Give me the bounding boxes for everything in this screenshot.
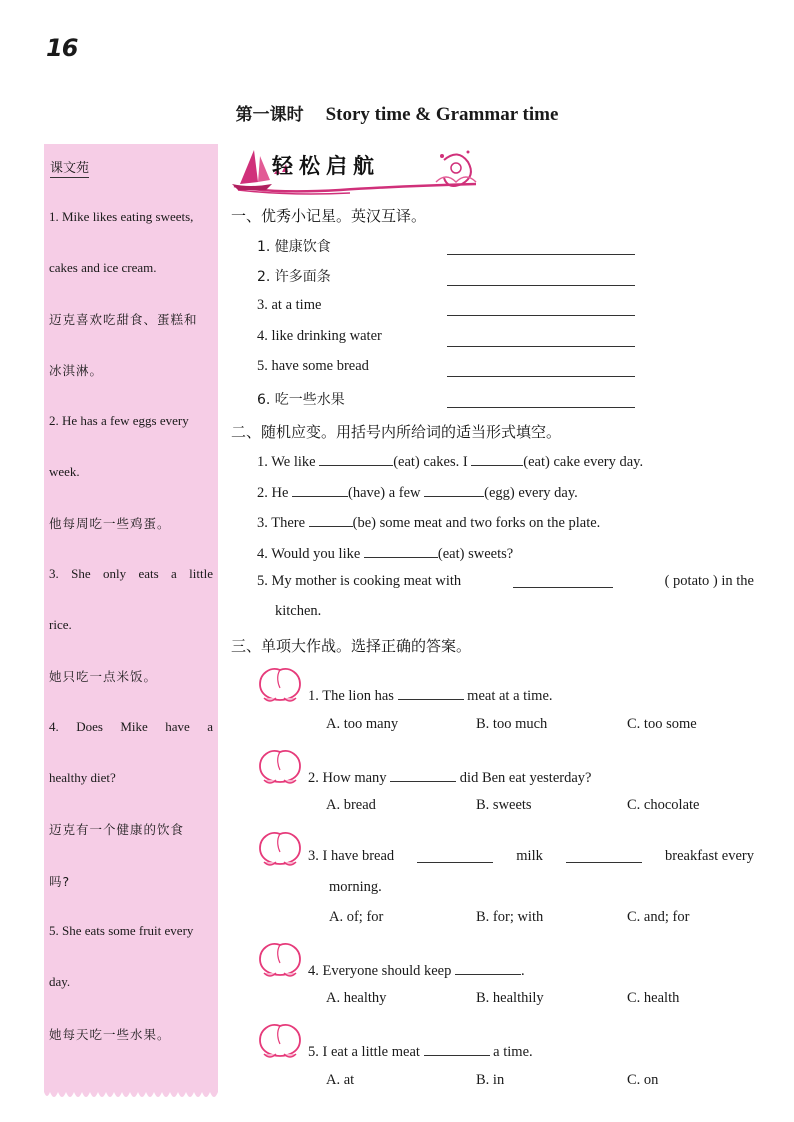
question-text: (be) some meat and two forks on the plate. xyxy=(352,515,601,531)
sidebar-line: healthy diet? xyxy=(49,770,116,785)
banner-title: 轻松启航 xyxy=(272,154,380,178)
sidebar-line: 迈克喜欢吃甜食、蛋糕和 xyxy=(49,312,198,327)
question-text: 1. We like xyxy=(257,454,316,470)
peach-icon xyxy=(256,664,304,704)
sidebar-line: 迈克有一个健康的饮食 xyxy=(49,822,185,837)
translation-item: 2. 许多面条 xyxy=(257,269,331,285)
lesson-title-en: Story time & Grammar time xyxy=(325,104,559,125)
sidebar-line: 她每天吃一些水果。 xyxy=(49,1027,171,1042)
answer-blank[interactable] xyxy=(364,543,438,558)
lesson-title-cn: 第一课时 xyxy=(235,105,304,125)
option-c[interactable]: C. too some xyxy=(627,716,697,732)
sidebar-line: 3. She only eats a little xyxy=(49,566,213,581)
option-b[interactable]: B. too much xyxy=(476,716,548,732)
sidebar-line: 1. Mike likes eating sweets, xyxy=(49,209,194,224)
question-text: did Ben eat yesterday? xyxy=(459,770,592,786)
option-a[interactable]: A. at xyxy=(326,1072,355,1088)
question-text: morning. xyxy=(329,879,382,895)
option-a[interactable]: A. of; for xyxy=(329,909,384,925)
question-text: 4. Everyone should keep xyxy=(308,963,452,979)
option-c[interactable]: C. and; for xyxy=(627,909,690,925)
answer-line[interactable] xyxy=(447,407,635,408)
question-text: milk xyxy=(516,848,543,864)
sidebar-panel xyxy=(44,144,218,1088)
answer-blank[interactable] xyxy=(292,482,348,497)
answer-blank[interactable] xyxy=(566,848,642,863)
answer-blank[interactable] xyxy=(398,685,464,700)
option-c[interactable]: C. health xyxy=(627,990,680,1006)
sidebar-line: week. xyxy=(49,464,80,479)
sidebar-line: 冰淇淋。 xyxy=(49,363,104,378)
peach-icon xyxy=(256,1020,304,1060)
answer-line[interactable] xyxy=(447,285,635,286)
question-text: 5. I eat a little meat xyxy=(308,1044,420,1060)
answer-blank[interactable] xyxy=(513,573,613,588)
option-c[interactable]: C. chocolate xyxy=(627,797,700,813)
sidebar-line: rice. xyxy=(49,617,72,632)
peach-icon xyxy=(256,828,304,868)
answer-line[interactable] xyxy=(447,254,635,255)
answer-blank[interactable] xyxy=(471,451,523,466)
peach-icon xyxy=(256,939,304,979)
sidebar-line: 5. She eats some fruit every xyxy=(49,923,194,938)
page-number: 16 xyxy=(46,34,78,62)
question-text: a time. xyxy=(493,1044,533,1060)
answer-blank[interactable] xyxy=(309,512,353,527)
translation-item: 5. have some bread xyxy=(257,358,369,374)
option-b[interactable]: B. for; with xyxy=(476,909,544,925)
question-text: 2. How many xyxy=(308,770,387,786)
option-a[interactable]: A. healthy xyxy=(326,990,387,1006)
question-text: 1. The lion has xyxy=(308,688,394,704)
fill-question-1 xyxy=(257,451,643,471)
question-text: 5. My mother is cooking meat with xyxy=(257,573,462,589)
question-text: (eat) cake every day. xyxy=(523,454,644,470)
fill-question-3 xyxy=(257,512,600,532)
sidebar-line: day. xyxy=(49,974,71,989)
option-c[interactable]: C. on xyxy=(627,1072,659,1088)
sidebar-line: 4. Does Mike have a xyxy=(49,719,213,734)
sidebar-scallop-edge xyxy=(44,1088,218,1104)
option-b[interactable]: B. sweets xyxy=(476,797,532,813)
question-text: 2. He xyxy=(257,485,289,501)
fill-question-4 xyxy=(257,543,513,563)
question-text: (egg) every day. xyxy=(484,485,578,501)
answer-blank[interactable] xyxy=(390,767,456,782)
section-1-title: 一、优秀小记星。英汉互译。 xyxy=(231,207,427,225)
question-text: 3. I have bread xyxy=(308,848,395,864)
question-text: . xyxy=(520,963,525,979)
peach-icon xyxy=(256,746,304,786)
option-a[interactable]: A. too many xyxy=(326,716,399,732)
sidebar-line: cakes and ice cream. xyxy=(49,260,157,275)
question-text: (have) a few xyxy=(348,485,421,501)
answer-blank[interactable] xyxy=(417,848,493,863)
question-text: meat at a time. xyxy=(467,688,553,704)
fill-question-2 xyxy=(257,482,578,502)
fill-question-5 xyxy=(257,573,754,590)
answer-line[interactable] xyxy=(447,315,635,316)
translation-item: 4. like drinking water xyxy=(257,328,382,344)
section-3-title: 三、单项大作战。选择正确的答案。 xyxy=(231,637,472,655)
sidebar-line: 吗? xyxy=(49,874,71,889)
choice-question-3 xyxy=(308,848,754,865)
answer-blank[interactable] xyxy=(424,482,484,497)
question-text: breakfast every xyxy=(665,848,754,864)
option-a[interactable]: A. bread xyxy=(326,797,376,813)
lesson-title xyxy=(0,100,794,126)
question-text: ( potato ) in the xyxy=(664,573,754,589)
option-b[interactable]: B. healthily xyxy=(476,990,544,1006)
answer-blank[interactable] xyxy=(319,451,393,466)
choice-question-1 xyxy=(308,685,553,705)
answer-blank[interactable] xyxy=(455,960,521,975)
answer-line[interactable] xyxy=(447,376,635,377)
choice-question-2 xyxy=(308,767,591,787)
choice-question-4 xyxy=(308,960,525,980)
question-text: (eat) sweets? xyxy=(437,546,514,562)
option-b[interactable]: B. in xyxy=(476,1072,505,1088)
question-text: (eat) cakes. I xyxy=(393,454,468,470)
question-text: 3. There xyxy=(257,515,306,531)
sidebar-heading: 课文苑 xyxy=(50,157,89,178)
translation-item: 3. at a time xyxy=(257,297,322,313)
sidebar-line: 2. He has a few eggs every xyxy=(49,413,189,428)
question-text: kitchen. xyxy=(275,603,322,619)
translation-item: 1. 健康饮食 xyxy=(257,239,331,255)
choice-question-5 xyxy=(308,1041,533,1061)
answer-blank[interactable] xyxy=(424,1041,490,1056)
question-text: 4. Would you like xyxy=(257,546,361,562)
answer-line[interactable] xyxy=(447,346,635,347)
sidebar-line: 她只吃一点米饭。 xyxy=(49,669,158,684)
translation-item: 6. 吃一些水果 xyxy=(257,392,345,408)
section-2-title: 二、随机应变。用括号内所给词的适当形式填空。 xyxy=(231,423,562,441)
sidebar-line: 他每周吃一些鸡蛋。 xyxy=(49,516,171,531)
